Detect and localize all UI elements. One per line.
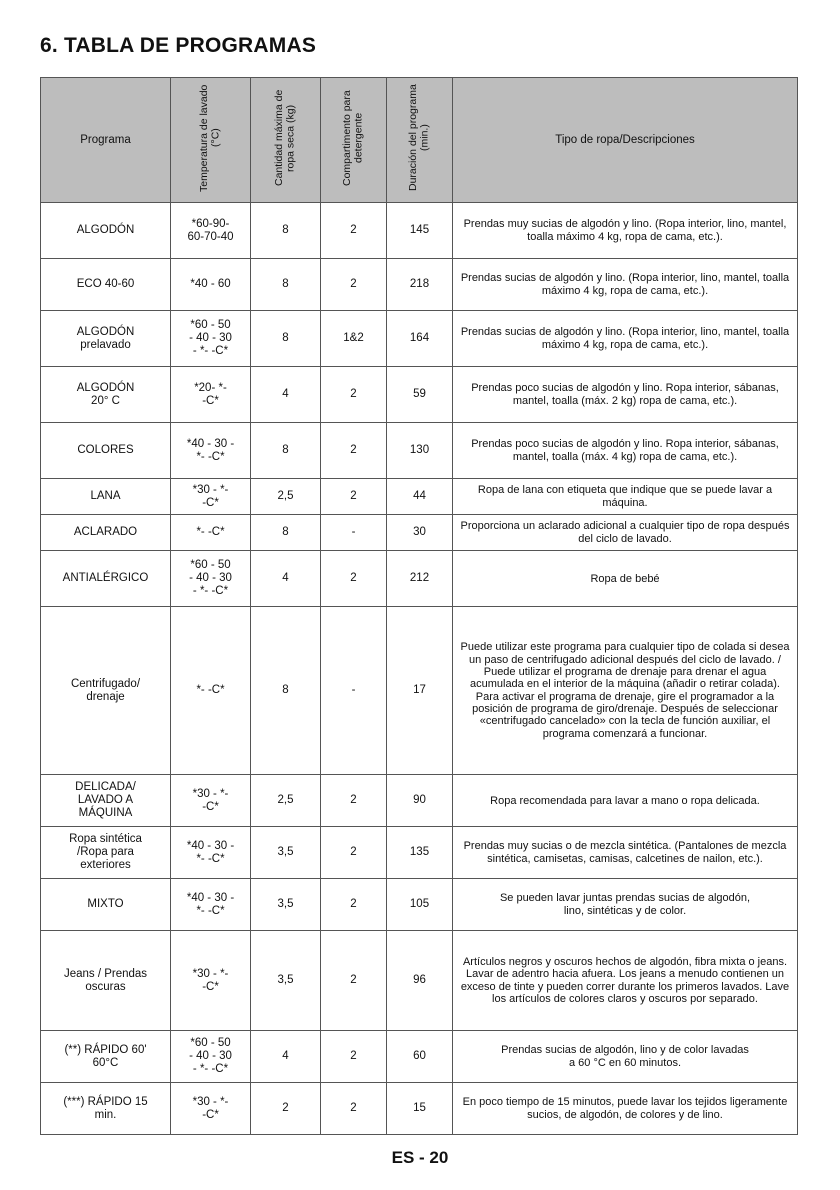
cell-descripcion: Artículos negros y oscuros hechos de algodón, fibra mixta o jeans. Lavar de adentro hacia afuera. Los jeans a menudo contienen un exceso de tinte y pueden correr durante los primeros lavados. Lave los artículos de colores claros y oscuros por separado. — [453, 931, 798, 1031]
table-row — [41, 367, 798, 423]
cell-programa: MIXTO — [41, 879, 171, 931]
program-table — [40, 77, 798, 1135]
cell-duracion: 44 — [387, 479, 453, 515]
cell-compartimento: 2 — [321, 931, 387, 1031]
cell-compartimento: 2 — [321, 259, 387, 311]
cell-compartimento: 2 — [321, 423, 387, 479]
cell-temperatura: *20- *- -C* — [171, 367, 251, 423]
cell-programa: ACLARADO — [41, 515, 171, 551]
table-row — [41, 423, 798, 479]
cell-programa: Centrifugado/ drenaje — [41, 607, 171, 775]
table-row — [41, 827, 798, 879]
table-header-row — [41, 78, 798, 203]
cell-compartimento: 1&2 — [321, 311, 387, 367]
cell-duracion: 218 — [387, 259, 453, 311]
cell-compartimento: 2 — [321, 479, 387, 515]
cell-duracion: 145 — [387, 203, 453, 259]
cell-descripcion: Prendas sucias de algodón y lino. (Ropa interior, lino, mantel, toalla máximo 4 kg, ropa de cama, etc.). — [453, 311, 798, 367]
cell-programa: DELICADA/ LAVADO A MÁQUINA — [41, 775, 171, 827]
cell-compartimento: 2 — [321, 203, 387, 259]
header-compartimento-label: Compartimento para detergente — [340, 90, 365, 186]
cell-temperatura: *40 - 30 - *- -C* — [171, 827, 251, 879]
cell-programa: Ropa sintética /Ropa para exteriores — [41, 827, 171, 879]
cell-temperatura: *30 - *- -C* — [171, 479, 251, 515]
cell-temperatura: *30 - *- -C* — [171, 931, 251, 1031]
table-row — [41, 203, 798, 259]
cell-compartimento: 2 — [321, 1083, 387, 1135]
page-title: 6. TABLA DE PROGRAMAS — [40, 34, 317, 57]
cell-temperatura: *40 - 30 - *- -C* — [171, 879, 251, 931]
cell-descripcion: Ropa de bebé — [453, 551, 798, 607]
cell-temperatura: *40 - 60 — [171, 259, 251, 311]
header-cantidad-label: Cantidad máxima de ropa seca (kg) — [272, 89, 297, 187]
cell-cantidad: 8 — [251, 607, 321, 775]
cell-temperatura: *30 - *- -C* — [171, 1083, 251, 1135]
cell-cantidad: 2,5 — [251, 775, 321, 827]
cell-temperatura: *60 - 50 - 40 - 30 - *- -C* — [171, 311, 251, 367]
cell-compartimento: - — [321, 515, 387, 551]
cell-compartimento: - — [321, 607, 387, 775]
cell-duracion: 96 — [387, 931, 453, 1031]
cell-descripcion: Ropa de lana con etiqueta que indique que se puede lavar a máquina. — [453, 479, 798, 515]
cell-programa: Jeans / Prendas oscuras — [41, 931, 171, 1031]
cell-descripcion: Se pueden lavar juntas prendas sucias de algodón, lino, sintéticas y de color. — [453, 879, 798, 931]
cell-cantidad: 8 — [251, 203, 321, 259]
cell-duracion: 130 — [387, 423, 453, 479]
cell-descripcion: En poco tiempo de 15 minutos, puede lavar los tejidos ligeramente sucios, de algodón, de colores y de lino. — [453, 1083, 798, 1135]
cell-duracion: 15 — [387, 1083, 453, 1135]
page-number: ES - 20 — [391, 1148, 449, 1167]
cell-duracion: 105 — [387, 879, 453, 931]
cell-programa: ALGODÓN 20° C — [41, 367, 171, 423]
cell-temperatura: *40 - 30 - *- -C* — [171, 423, 251, 479]
header-tipo: Tipo de ropa/Descripciones — [453, 78, 798, 203]
table-row — [41, 515, 798, 551]
cell-temperatura: *60 - 50 - 40 - 30 - *- -C* — [171, 551, 251, 607]
cell-cantidad: 2,5 — [251, 479, 321, 515]
table-row — [41, 931, 798, 1031]
table-row — [41, 479, 798, 515]
cell-programa: ALGODÓN prelavado — [41, 311, 171, 367]
cell-compartimento: 2 — [321, 775, 387, 827]
cell-cantidad: 2 — [251, 1083, 321, 1135]
header-programa: Programa — [41, 78, 171, 203]
cell-descripcion: Puede utilizar este programa para cualquier tipo de colada si desea un paso de centrifugado adicional después del ciclo de lavado. / Puede utilizar el programa de drenaje para drenar el agua acumulada en el interior de la máquina (añadir o retirar colada). Para activar el programa de drenaje, gire el programador a la posición de programa de giro/drenaje. Después de seleccionar «centrifugado cancelado» con la tecla de función auxiliar, el programa comenzará a funcionar. — [453, 607, 798, 775]
cell-programa: (**) RÁPIDO 60' 60°C — [41, 1031, 171, 1083]
cell-cantidad: 8 — [251, 311, 321, 367]
cell-descripcion: Prendas sucias de algodón, lino y de color lavadas a 60 °C en 60 minutos. — [453, 1031, 798, 1083]
cell-temperatura: *30 - *- -C* — [171, 775, 251, 827]
cell-cantidad: 8 — [251, 259, 321, 311]
cell-temperatura: *60-90- 60-70-40 — [171, 203, 251, 259]
cell-cantidad: 4 — [251, 1031, 321, 1083]
cell-programa: ALGODÓN — [41, 203, 171, 259]
cell-programa: COLORES — [41, 423, 171, 479]
cell-descripcion: Prendas poco sucias de algodón y lino. Ropa interior, sábanas, mantel, toalla (máx. 4 kg) ropa de cama, etc.). — [453, 423, 798, 479]
table-row — [41, 607, 798, 775]
table-row — [41, 259, 798, 311]
cell-programa: ANTIALÉRGICO — [41, 551, 171, 607]
cell-compartimento: 2 — [321, 1031, 387, 1083]
table-row — [41, 879, 798, 931]
header-temperatura-label: Temperatura de lavado (°C) — [197, 84, 222, 192]
cell-compartimento: 2 — [321, 879, 387, 931]
cell-descripcion: Prendas muy sucias de algodón y lino. (Ropa interior, lino, mantel, toalla máximo 4 kg, ropa de cama, etc.). — [453, 203, 798, 259]
cell-programa: ECO 40-60 — [41, 259, 171, 311]
table-row — [41, 1083, 798, 1135]
cell-compartimento: 2 — [321, 551, 387, 607]
cell-duracion: 17 — [387, 607, 453, 775]
cell-cantidad: 3,5 — [251, 879, 321, 931]
cell-descripcion: Proporciona un aclarado adicional a cualquier tipo de ropa después del ciclo de lavado. — [453, 515, 798, 551]
cell-duracion: 60 — [387, 1031, 453, 1083]
header-compartimento — [321, 78, 387, 203]
header-cantidad — [251, 78, 321, 203]
cell-compartimento: 2 — [321, 367, 387, 423]
header-duracion-label: Duración del programa (min.) — [406, 84, 431, 192]
table-row — [41, 775, 798, 827]
cell-cantidad: 4 — [251, 367, 321, 423]
cell-duracion: 164 — [387, 311, 453, 367]
cell-temperatura: *60 - 50 - 40 - 30 - *- -C* — [171, 1031, 251, 1083]
cell-temperatura: *- -C* — [171, 515, 251, 551]
cell-duracion: 30 — [387, 515, 453, 551]
cell-descripcion: Ropa recomendada para lavar a mano o ropa delicada. — [453, 775, 798, 827]
table-row — [41, 1031, 798, 1083]
cell-descripcion: Prendas muy sucias o de mezcla sintética. (Pantalones de mezcla sintética, camisetas, camisas, calcetines de nailon, etc.). — [453, 827, 798, 879]
cell-cantidad: 8 — [251, 515, 321, 551]
cell-duracion: 59 — [387, 367, 453, 423]
header-duracion — [387, 78, 453, 203]
header-temperatura — [171, 78, 251, 203]
cell-programa: (***) RÁPIDO 15 min. — [41, 1083, 171, 1135]
cell-temperatura: *- -C* — [171, 607, 251, 775]
cell-duracion: 90 — [387, 775, 453, 827]
cell-cantidad: 3,5 — [251, 827, 321, 879]
cell-descripcion: Prendas sucias de algodón y lino. (Ropa interior, lino, mantel, toalla máximo 4 kg, ropa de cama, etc.). — [453, 259, 798, 311]
table-row — [41, 311, 798, 367]
cell-duracion: 135 — [387, 827, 453, 879]
cell-cantidad: 4 — [251, 551, 321, 607]
cell-duracion: 212 — [387, 551, 453, 607]
table-body — [41, 203, 798, 1135]
cell-cantidad: 8 — [251, 423, 321, 479]
cell-programa: LANA — [41, 479, 171, 515]
cell-compartimento: 2 — [321, 827, 387, 879]
table-row — [41, 551, 798, 607]
cell-cantidad: 3,5 — [251, 931, 321, 1031]
cell-descripcion: Prendas poco sucias de algodón y lino. Ropa interior, sábanas, mantel, toalla (máx. 2 kg) ropa de cama, etc.). — [453, 367, 798, 423]
